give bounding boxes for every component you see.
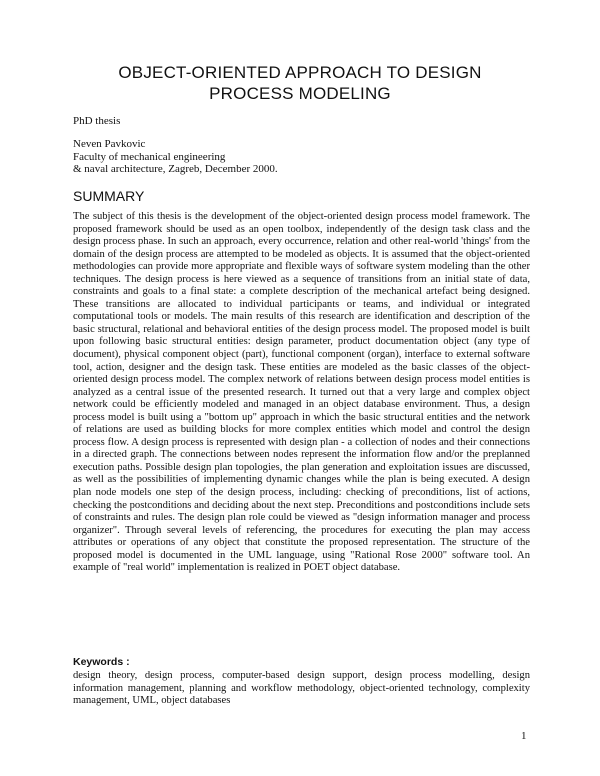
affiliation-line-1: Faculty of mechanical engineering	[73, 150, 226, 163]
paper-title	[60, 62, 540, 104]
keywords-heading: Keywords :	[73, 656, 130, 668]
keywords-text: design theory, design process, computer-based design support, design process modelling, design information management, planning and workflow methodology, object-oriented technology, complexity management, UML, object databases	[73, 670, 530, 707]
thesis-type: PhD thesis	[73, 115, 121, 127]
author-block	[73, 138, 533, 176]
affiliation-line-2: & naval architecture, Zagreb, December 2000.	[73, 163, 278, 175]
title-line-1: OBJECT-ORIENTED APPROACH TO DESIGN	[118, 63, 482, 82]
page-number: 1	[521, 730, 527, 742]
summary-heading: SUMMARY	[73, 188, 145, 204]
author-name: Neven Pavkovic	[73, 138, 146, 150]
abstract-text: The subject of this thesis is the development of the object-oriented design process model framework. The proposed framework should be used as an open toolbox, independently of the design task class and the design process phase. In such an approach, every occurrence, relation and other real-world 'things' from the domain of the design process are attempted to be modeled as objects. It is assumed that the object-oriented methodologies can provide more appropriate and flexible ways of software system modeling than the other techniques. The design process is here viewed as a sequence of transitions from an initial state of data, constraints and goals to a final state: a complete description of the mechanical artefact being designed. These transitions are allocated to individual participants or teams, and individual or integrated computational tools or models. The main results of this research are identification and description of the basic structural, relational and behavioral entities of the design process model. The proposed model is built upon following basic structural entities: design parameter, product documentation object (any type of document), physical component object (part), functional component (organ), interface to external software tool, action, designer and the design task. These entities are modeled as the basic classes of the object-oriented design process model. The complex network of relations between design process model entities is analyzed as a central issue of the presented research. It turned out that a very large and complex object network could be efficiently modeled and managed in an object database environment. Thus, a design process model is built using a "bottom up" approach in which the basic structural entities and the network of relations are used as building blocks for more complex entities which model and control the design process flow. A design process is represented with design plan - a collection of nodes and their connections in a directed graph. The connections between nodes represent the information flow and/or the preplanned execution paths. Possible design plan topologies, the plan generation and exploitation issues are discussed, as well as the possibilities of implementing dynamic changes while the plan is being executed. A design plan node models one step of the design process, including: checking of preconditions, list of actions, checking the postconditions and deciding about the next step. Preconditions and postconditions include sets of constraints and rules. The design plan role could be viewed as "design information manager and process organizer". Through several levels of referencing, the procedures for executing the plan may access attributes or operations of any object that constitute the proposed representation. The structure of the proposed model is documented in the UML language, using "Rational Rose 2000" software tool. An example of "real world" implementation is realized in POET object database.	[73, 211, 530, 574]
title-line-2: PROCESS MODELING	[209, 84, 391, 103]
